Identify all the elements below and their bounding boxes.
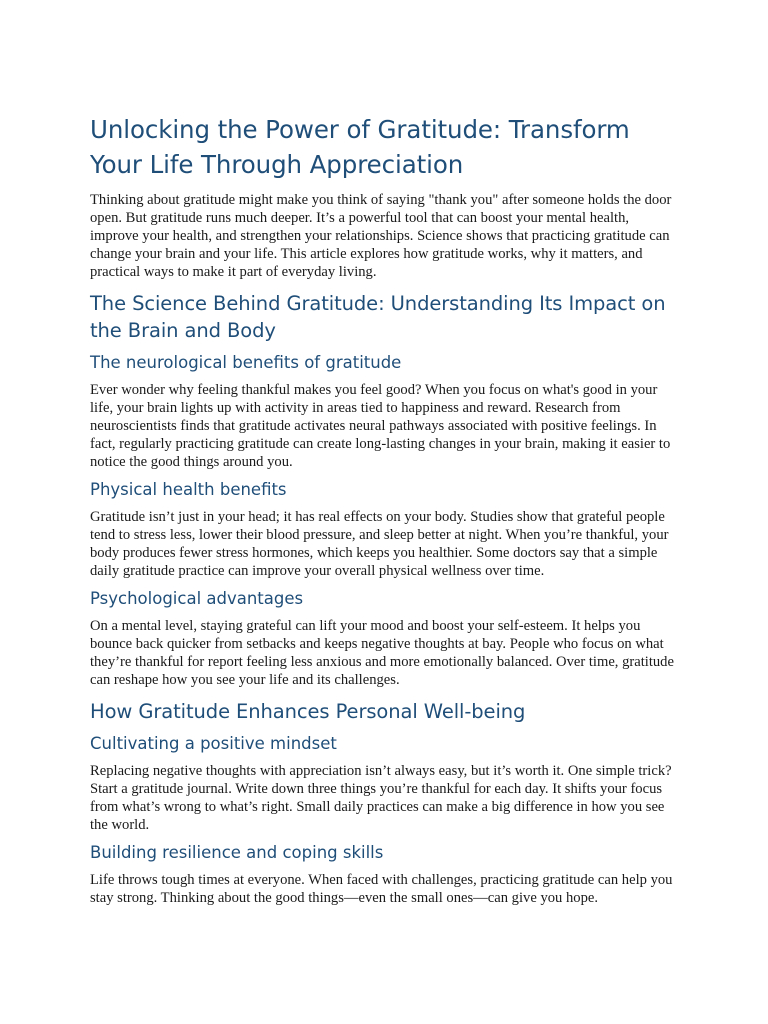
paragraph-resilience: Life throws tough times at everyone. When faced with challenges, practicing gratitude can help you stay strong. Thinking about the good things—even the small ones—can give you hope. [90, 872, 673, 906]
subheading-resilience: Building resilience and coping skills [90, 843, 384, 862]
subheading-neurological-benefits: The neurological benefits of gratitude [90, 353, 402, 372]
section-heading-well-being: How Gratitude Enhances Personal Well-being [90, 700, 526, 723]
paragraph-neurological-benefits: Ever wonder why feeling thankful makes you feel good? When you focus on what's good in your life, your brain lights up with activity in areas tied to happiness and reward. Research from neuroscientists finds that gratitude activates neural pathways associated with positive feelings. In fact, regularly practicing gratitude can create long-lasting changes in your brain, making it easier to notice the good things around you. [90, 382, 671, 470]
document-page [90, 112, 680, 913]
section-heading-science: The Science Behind Gratitude: Understanding Its Impact on the Brain and Body [90, 292, 666, 342]
subheading-positive-mindset: Cultivating a positive mindset [90, 734, 337, 753]
paragraph-physical-health: Gratitude isn’t just in your head; it has real effects on your body. Studies show that grateful people tend to stress less, lower their blood pressure, and sleep better at night. When you’re thankful, your body produces fewer stress hormones, which keeps you healthier. Some doctors say that a simple daily gratitude practice can improve your overall physical wellness over time. [90, 509, 669, 579]
intro-paragraph: Thinking about gratitude might make you think of saying "thank you" after someone holds the door open. But gratitude runs much deeper. It’s a powerful tool that can boost your mental health, improve your health, and strengthen your relationships. Science shows that practicing gratitude can change your brain and your life. This article explores how gratitude works, why it matters, and practical ways to make it part of everyday living. [90, 192, 672, 280]
paragraph-positive-mindset: Replacing negative thoughts with appreciation isn’t always easy, but it’s worth it. One simple trick? Start a gratitude journal. Write down three things you’re thankful for each day. It shifts your focus from what’s wrong to what’s right. Small daily practices can make a big difference in how you see the world. [90, 763, 672, 833]
document-title: Unlocking the Power of Gratitude: Transform Your Life Through Appreciation [90, 115, 630, 179]
subheading-psychological-advantages: Psychological advantages [90, 589, 304, 608]
paragraph-psychological-advantages: On a mental level, staying grateful can lift your mood and boost your self-esteem. It helps you bounce back quicker from setbacks and keeps negative thoughts at bay. People who focus on what they’re thankful for report feeling less anxious and more emotionally balanced. Over time, gratitude can reshape how you see your life and its challenges. [90, 618, 674, 688]
subheading-physical-health: Physical health benefits [90, 480, 287, 499]
